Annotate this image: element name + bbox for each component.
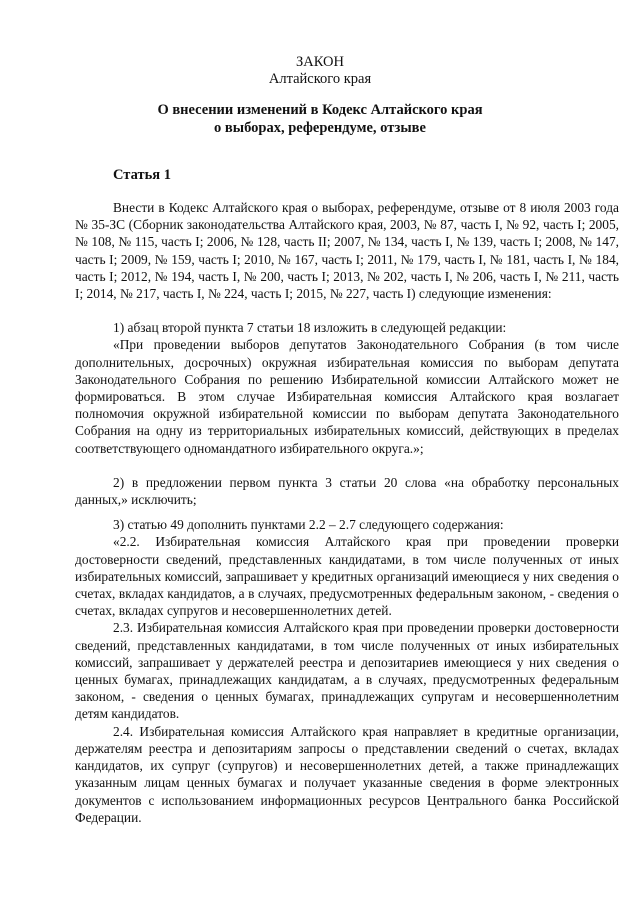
item-3-lead: 3) статью 49 дополнить пунктами 2.2 – 2.7 следующего содержания: bbox=[113, 517, 504, 533]
article-body bbox=[75, 199, 619, 826]
region-heading: Алтайского края bbox=[268, 71, 372, 87]
article-intro-paragraph: Внести в Кодекс Алтайского края о выборах, референдуме, отзыве от 8 июля 2003 года № 35-ЗС (Сборник законодательства Алтайского края, 2003, № 87, часть I, № 92, часть I; 2005, № 108, № 115, часть I; 2006, № 128, часть II; 2007, № 134, часть I, № 139, часть I; 2008, № 147, часть I; 2009, № 159, часть I; 2010, № 167, часть I; 2011, № 179, часть I, № 181, часть I, № 184, часть I; 2012, № 194, часть I, № 200, часть I; 2013, № 202, часть I, № 206, часть I, № 211, часть I; 2014, № 217, часть I, № 224, часть I; 2015, № 227, часть I) следующие изменения: bbox=[75, 200, 619, 302]
law-title-line-2: о выборах, референдуме, отзыве bbox=[214, 120, 426, 136]
item-3-point-2-2: «2.2. Избирательная комиссия Алтайского края при проведении проверки достоверности сведений, представленных кандидатами, в том числе полученных от иных избирательных комиссий, запрашивает у кредитных организаций имеющиеся у них сведения о счетах, вкладах кандидатов, а в случаях, предусмотренных федеральным законом, - сведения о счетах, вкладах супругов и несовершеннолетних детей. bbox=[75, 534, 619, 619]
article-heading: Статья 1 bbox=[113, 167, 171, 183]
item-3-point-2-3: 2.3. Избирательная комиссия Алтайского края при проведении проверки достоверности сведений, представленных кандидатами, в том числе полученных от иных избирательных комиссий, запрашивает у держателей реестра и депозитариев имеющиеся у них сведения о ценных бумагах, принадлежащих кандидатам, а в случаях, предусмотренных федеральным законом, - сведения о ценных бумагах, принадлежащих супругам и несовершеннолетним детям кандидатов. bbox=[75, 620, 619, 722]
law-title-line-1: О внесении изменений в Кодекс Алтайского края bbox=[157, 102, 483, 118]
law-heading: ЗАКОН bbox=[296, 54, 344, 70]
item-3-point-2-4: 2.4. Избирательная комиссия Алтайского края направляет в кредитные организации, держателям реестра и депозитариям запросы о представлении сведений о счетах, вкладах кандидатов, их супруг (супругов) и несовершеннолетних детей, а также принадлежащих указанным лицам ценных бумагах и получает указанные сведения в форме электронных документов с использованием информационных ресурсов Центрального банка Российской Федерации. bbox=[75, 723, 619, 825]
law-title bbox=[0, 101, 640, 137]
item-2-paragraph: 2) в предложении первом пункта 3 статьи 20 слова «на обработку персональных данных,» исключить; bbox=[75, 474, 619, 508]
item-1-lead: 1) абзац второй пункта 7 статьи 18 изложить в следующей редакции: bbox=[113, 320, 507, 336]
item-1-text: «При проведении выборов депутатов Законодательного Собрания (в том числе дополнительных, досрочных) окружная избирательная комиссия по выборам депутата Законодательного Собрания по решению Избирательной комиссии Алтайского может не формироваться. В этом случае Избирательная комиссия Алтайского края возлагает полномочия окружной избирательной комиссии по выборам депутата Законодательного Собрания на одну из территориальных избирательных комиссий, действующих в пределах соответствующего одномандатного избирательного округа.»; bbox=[75, 337, 619, 456]
